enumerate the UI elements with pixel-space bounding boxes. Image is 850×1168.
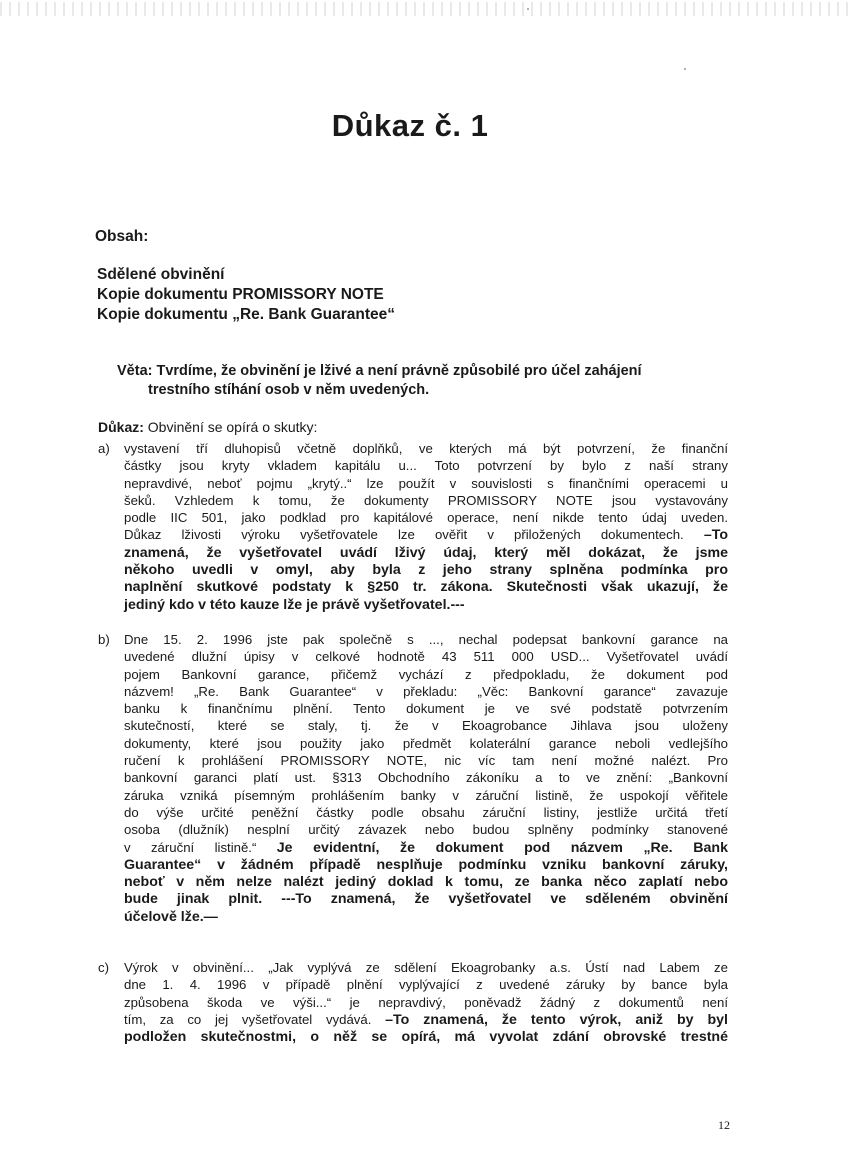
item-body [124,440,728,614]
text-line: částky jsou kryty vkladem kapitálu u... Toto potvrzení by bylo z naší strany [124,458,728,474]
scan-artifact [0,2,850,16]
item-body [124,959,728,1046]
text-line: pojem Bankovní garance, přičemž vychází z předpokladu, že dokument pod [124,666,728,682]
item-body [124,631,728,926]
text-line: dokumenty, které jsou použity jako předmět kolaterální garance neboli vedlejšího [124,735,728,751]
thesis-statement [117,362,757,400]
bold-segment: Je evidentní, že dokument pod názvem „Re. Bank [276,839,728,856]
contents-label: Obsah: [95,228,149,245]
text-line: znamená, že vyšetřovatel uvádí lživý údaj, který měl dokázat, že jsme [124,544,728,561]
bold-segment: –To znamená, že tento výrok, aniž by byl [385,1011,728,1028]
proof-intro [98,418,317,436]
text-line: do výše určité peněžní částky podle obsahu záruční listiny, jestliže určitá třetí [124,804,728,820]
text-line: názvem! „Re. Bank Guarantee“ v překladu: „Věc: Bankovní garance“ zavazuje [124,683,728,699]
text-line: záruka vzniká písemným prohlášením banky v záruční listině, že uspokojí věřitele [124,787,728,803]
text-line: účelově lže.— [124,908,218,925]
text-line: Guarantee“ v žádném případě nesplňuje podmínku vzniku bankovní záruky, [124,856,728,873]
text-line [124,526,728,544]
text-segment: v záruční listině.“ [124,839,257,855]
text-line [124,839,728,857]
text-line: vystavení tří dluhopisů včetně doplňků, ve kterých má být potvrzení, že finanční [124,441,728,456]
text-line: bude jinak plnit. ---To znamená, že vyšetřovatel ve sděleném obvinění [124,891,728,908]
text-line: osoba (dlužník) nesplní určitý závazek nebo budou splněny podmínky stanovené [124,822,728,838]
text-line: Dne 15. 2. 1996 jste pak společně s ..., nechal podepsat bankovní garance na [124,632,728,647]
text-line: způsobena škoda ve výši...“ je nepravdivý, poněvadž žádný z dokumentů není [124,994,728,1010]
text-line: ručení k prohlášení PROMISSORY NOTE, nic víc tam není možné nalézt. Pro [124,753,728,769]
text-line: skutečností, které se staly, tj. že v Ekoagrobance Jihlava jsou uloženy [124,718,728,734]
thesis-line: trestního stíhání osob v něm uvedených. [148,382,430,398]
proof-label: Důkaz: [98,419,144,435]
text-line: podložen skutečnostmi, o něž se opírá, má vyvolat zdání obrovské trestné [124,1029,728,1046]
text-segment: tím, za co jej vyšetřovatel vydává. [124,1011,372,1027]
text-line: podle IIC 501, jako podklad pro kapitálové operace, není nikde tento údaj uveden. [124,510,728,526]
item-marker: c) [98,960,109,975]
proof-intro-text: Obvinění se opírá o skutky: [143,419,318,435]
page-title: Důkaz č. 1 [331,108,489,143]
text-line: nepravdivé, neboť pojmu „krytý..“ lze použít v souvislosti s finančními operacemi u [124,475,728,491]
text-line [124,1011,728,1029]
contents-list [97,265,395,325]
text-line: neboť v něm nelze nalézt jediný doklad k tomu, ze banka něco zaplatí nebo [124,874,728,891]
text-line: někoho uvedli v omyl, aby byla z jeho strany splněna podmínka pro [124,562,728,579]
page-number: 12 [718,1118,730,1132]
text-line: jediný kdo v této kauze lže je právě vyšetřovatel.--- [124,596,465,613]
text-line: banku k finančnímu plnění. Tento dokument je ve své podstatě potvrzením [124,701,728,717]
text-segment: Důkaz lživosti výroku vyšetřovatele lze ověřit v přiložených dokumentech. [124,527,684,543]
text-line: uvedené dlužní úpisy v celkové hodnotě 43 511 000 USD... Vyšetřovatel uvádí [124,649,728,665]
text-line: naplnění skutkové podstaty k §250 tr. zákona. Skutečnosti však ukazují, že [124,579,728,596]
item-marker: b) [98,632,110,647]
bold-segment: –To [703,527,728,544]
contents-item: Sdělené obvinění [97,266,225,283]
text-line: šeků. Vzhledem k tomu, že dokumenty PROMISSORY NOTE jsou vystavovány [124,492,728,508]
contents-item: Kopie dokumentu „Re. Bank Guarantee“ [97,306,395,323]
text-line: Výrok v obvinění... „Jak vyplývá ze sdělení Ekoagrobanky a.s. Ústí nad Labem ze [124,960,728,975]
scan-speck [684,68,686,70]
scan-speck [527,8,529,10]
contents-item: Kopie dokumentu PROMISSORY NOTE [97,286,384,303]
text-line: dne 1. 4. 1996 v případě plnění vyplývající z uvedené záruky by bance byla [124,977,728,993]
text-line: bankovní garanci platí ust. §313 Obchodního zákoníku a to ve znění: „Bankovní [124,770,728,786]
item-marker: a) [98,441,110,456]
thesis-line: Věta: Tvrdíme, že obvinění je lživé a není právně způsobilé pro účel zahájení [117,363,642,379]
